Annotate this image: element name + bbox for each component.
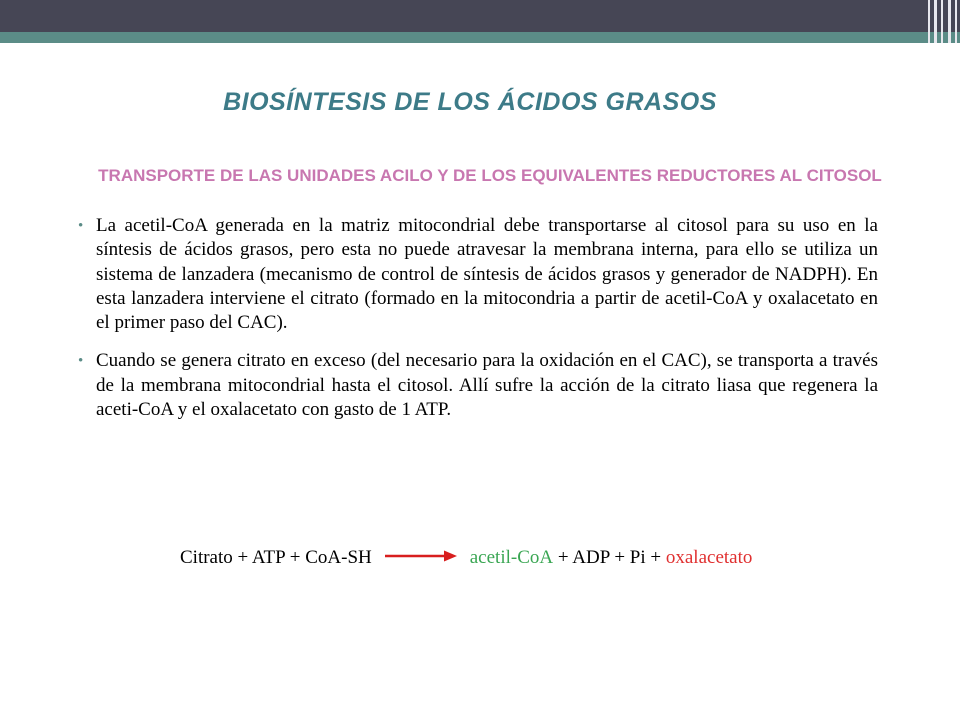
decorative-line — [640, 58, 775, 60]
equation-product-acetyl-coa: acetil-CoA — [469, 547, 554, 568]
bullet-text: Cuando se genera citrato en exceso (del necesario para la oxidación en el CAC), se transporta a través de la membrana mitocondrial hasta el citosol. Allí sufre la acción de la citrato liasa que regenera la aceti-CoA y el oxalacetato con gasto de 1 ATP. — [96, 350, 878, 421]
bullet-item — [78, 214, 878, 335]
bullet-text: La acetil-CoA generada en la matriz mitocondrial debe transportarse al citosol para su uso en la síntesis de ácidos grasos, pero esta no puede atravesar la membrana interna, para ello se utiliza un sistema de lanzadera (mecanismo de control de síntesis de ácidos grasos y generador de NADPH). En esta lanzadera interviene el citrato (formado en la mitocondria a partir de acetil-CoA y oxalacetato en el primer paso del CAC). — [96, 215, 878, 334]
bullet-icon: • — [78, 218, 84, 234]
slide-subtitle: TRANSPORTE DE LAS UNIDADES ACILO Y DE LOS EQUIVALENTES REDUCTORES AL CITOSOL — [98, 166, 882, 185]
decorative-stripes — [924, 0, 960, 43]
equation-reactants: Citrato + ATP + CoA-SH — [180, 547, 372, 568]
bullet-icon: • — [78, 353, 84, 370]
bullet-list — [78, 214, 878, 422]
reaction-equation — [180, 547, 752, 569]
header-bar — [0, 0, 960, 32]
reaction-arrow-icon — [384, 547, 458, 569]
slide-title: BIOSÍNTESIS DE LOS ÁCIDOS GRASOS — [223, 88, 717, 116]
equation-product-oxalacetato: oxalacetato — [665, 547, 753, 568]
equation-middle-terms: + ADP + Pi + — [553, 547, 666, 568]
bullet-item — [78, 349, 878, 422]
header-accent-band — [0, 32, 960, 43]
decorative-line — [712, 50, 890, 53]
